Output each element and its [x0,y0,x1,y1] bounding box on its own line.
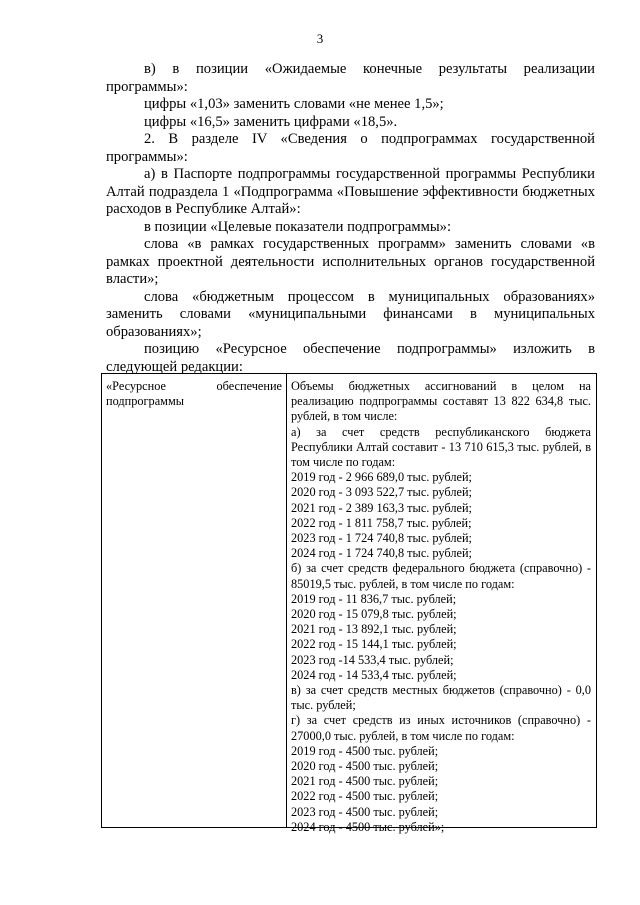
table-line: 2021 год - 4500 тыс. рублей; [291,774,439,789]
paragraph: 2. В разделе IV «Сведения о подпрограммах государственной программы»: [106,131,595,165]
table-line: 2019 год - 4500 тыс. рублей; [291,743,439,758]
table-line: а) за счет средств республиканского бюджета Республики Алтай составит - 13 710 615,3 тыс. рублей, в том числе по годам: [291,424,591,470]
document-body [106,61,595,376]
table-line: 2022 год - 15 144,1 тыс. рублей; [291,637,457,652]
table-line: в) за счет средств местных бюджетов (справочно) - 0,0 тыс. рублей; [291,683,591,713]
paragraph: позицию «Ресурсное обеспечение подпрограммы» изложить в следующей редакции: [106,341,595,375]
table-line: 2023 год - 1 724 740,8 тыс. рублей; [291,531,472,546]
table-cell-label [102,374,287,827]
table-line: б) за счет средств федерального бюджета (справочно) - 85019,5 тыс. рублей, в том числе по годам: [291,561,591,591]
table-line: 2024 год - 14 533,4 тыс. рублей; [291,667,457,682]
table-line: 2021 год - 13 892,1 тыс. рублей; [291,622,457,637]
paragraph: а) в Паспорте подпрограммы государственной программы Республики Алтай подраздела 1 «Подпрограмма «Повышение эффективности бюджетных расходов в Республике Алтай»: [106,166,595,217]
page-number: 3 [316,31,324,46]
table-label-text: «Ресурсное обеспечение подпрограммы [106,379,282,409]
table-line: 2019 год - 2 966 689,0 тыс. рублей; [291,470,472,485]
table-line: 2024 год - 4500 тыс. рублей»; [291,819,445,834]
table-line: 2023 год - 4500 тыс. рублей; [291,804,439,819]
table-line: г) за счет средств из иных источников (справочно) - 27000,0 тыс. рублей, в том числе по годам: [291,713,591,743]
table-line: 2020 год - 15 079,8 тыс. рублей; [291,607,457,622]
table-line: 2021 год - 2 389 163,3 тыс. рублей; [291,500,472,515]
table-line: 2020 год - 3 093 522,7 тыс. рублей; [291,485,472,500]
table-line: 2022 год - 4500 тыс. рублей; [291,789,439,804]
paragraph: в позиции «Целевые показатели подпрограммы»: [144,218,452,235]
table-cell-content [287,374,596,834]
table-line: 2022 год - 1 811 758,7 тыс. рублей; [291,515,472,530]
paragraph: слова «в рамках государственных программ» заменить словами «в рамках проектной деятельности исполнительных органов государственной власти»; [106,236,595,287]
table-line: 2023 год -14 533,4 тыс. рублей; [291,652,454,667]
paragraph: цифры «16,5» заменить цифрами «18,5». [144,113,398,130]
table-line: 2020 год - 4500 тыс. рублей; [291,759,439,774]
paragraph: цифры «1,03» заменить словами «не менее 1,5»; [144,96,444,112]
table-line: 2024 год - 1 724 740,8 тыс. рублей; [291,546,472,561]
paragraph: слова «бюджетным процессом в муниципальных образованиях» заменить словами «муниципальными финансами в муниципальных образованиях»; [106,288,595,340]
table-line: Объемы бюджетных ассигнований в целом на реализацию подпрограммы составят 13 822 634,8 тыс. рублей, в том числе: [291,379,591,424]
paragraph: в) в позиции «Ожидаемые конечные результаты реализации программы»: [106,61,595,95]
resource-table [101,373,597,834]
table-line: 2019 год - 11 836,7 тыс. рублей; [291,591,457,606]
